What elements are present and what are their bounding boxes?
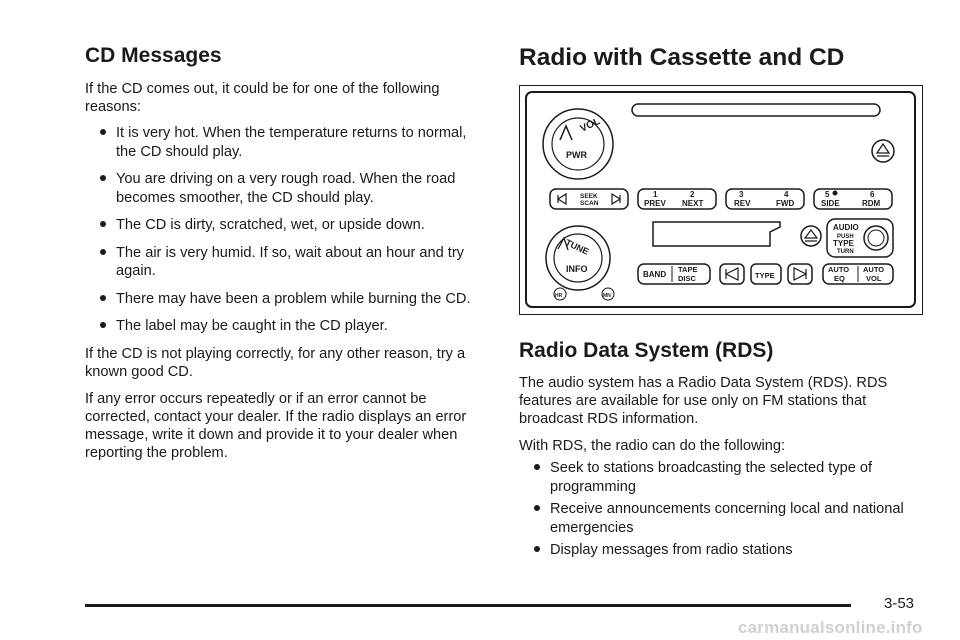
tune-knob-outer bbox=[546, 226, 610, 290]
vol-knob-outer bbox=[543, 109, 613, 179]
rdm-label: RDM bbox=[862, 199, 881, 208]
cd-slot bbox=[632, 104, 880, 116]
scan-label: SCAN bbox=[580, 200, 599, 207]
info-label: INFO bbox=[566, 264, 588, 274]
side-label: SIDE bbox=[821, 199, 840, 208]
preset-4-number: 4 bbox=[784, 190, 789, 199]
rds-features-list bbox=[519, 459, 924, 560]
auto-vol-top-label: AUTO bbox=[863, 265, 885, 274]
rds-section bbox=[519, 374, 924, 560]
type-back-button bbox=[720, 264, 744, 284]
vol-up-arrow bbox=[560, 126, 572, 140]
list-item: The label may be caught in the CD player. bbox=[85, 317, 485, 336]
auto-vol-label: VOL bbox=[866, 274, 882, 283]
seek-forward-icon bbox=[612, 194, 620, 204]
turn-label: TURN bbox=[837, 249, 854, 255]
preset-2-number: 2 bbox=[690, 190, 695, 199]
audio-type-label: TYPE bbox=[833, 239, 854, 248]
preset-6-number: 6 bbox=[870, 190, 875, 199]
type-label: TYPE bbox=[755, 271, 775, 280]
seek-label: SEEK bbox=[580, 193, 598, 200]
cd-para-known-good: If the CD is not playing correctly, for any other reason, try a known good CD. bbox=[85, 345, 466, 380]
tape-label: TAPE bbox=[678, 265, 698, 274]
cd-intro: If the CD comes out, it could be for one of the following reasons: bbox=[85, 81, 440, 115]
cassette-slot bbox=[653, 222, 780, 246]
type-forward-button bbox=[788, 264, 812, 284]
push-label: PUSH bbox=[837, 234, 854, 240]
tune-label: TUNE bbox=[563, 237, 591, 257]
cd-messages-heading: CD Messages bbox=[85, 44, 222, 67]
cd-messages-section bbox=[85, 80, 485, 462]
fwd-label: FWD bbox=[776, 199, 795, 208]
vol-label: VOL bbox=[578, 116, 602, 135]
pwr-label: PWR bbox=[566, 150, 587, 160]
preset-5-number: 5 bbox=[825, 190, 830, 199]
radio-cassette-cd-heading: Radio with Cassette and CD bbox=[519, 44, 845, 71]
list-item: The CD is dirty, scratched, wet, or upside down. bbox=[85, 216, 485, 235]
side-indicator-icon bbox=[833, 191, 838, 196]
watermark: carmanualsonline.info bbox=[738, 618, 923, 637]
footer-rule bbox=[85, 604, 851, 607]
hr-label: HR bbox=[555, 293, 563, 299]
cd-eject-icon bbox=[877, 144, 889, 156]
type-forward-icon bbox=[794, 268, 806, 280]
radio-faceplate-figure bbox=[519, 85, 923, 315]
band-label: BAND bbox=[643, 270, 667, 279]
list-item: There may have been a problem while burning the CD. bbox=[85, 290, 485, 309]
mn-label: MN bbox=[603, 293, 611, 299]
preset-3-number: 3 bbox=[739, 190, 744, 199]
rds-para-capabilities: With RDS, the radio can do the following: bbox=[519, 438, 786, 454]
cd-para-error: If any error occurs repeatedly or if an error cannot be corrected, contact your dealer. If the radio displays an error message, write it down and provide it to your dealer when reporting the problem. bbox=[85, 390, 467, 461]
cd-reasons-list bbox=[85, 124, 485, 336]
rev-label: REV bbox=[734, 199, 751, 208]
list-item: Receive announcements concerning local and national emergencies bbox=[519, 500, 924, 537]
seek-back-icon bbox=[558, 194, 566, 204]
rds-para-intro: The audio system has a Radio Data System (RDS). RDS features are available for use only on FM stations that broadcast RDS information. bbox=[519, 375, 888, 427]
rds-heading: Radio Data System (RDS) bbox=[519, 339, 774, 362]
audio-knob-inner bbox=[868, 230, 884, 246]
prev-label: PREV bbox=[644, 199, 666, 208]
eq-label: EQ bbox=[834, 274, 845, 283]
audio-label: AUDIO bbox=[833, 223, 859, 232]
preset-1-number: 1 bbox=[653, 190, 658, 199]
radio-faceplate-illustration bbox=[520, 86, 921, 313]
list-item: Seek to stations broadcasting the selected type of programming bbox=[519, 459, 924, 496]
list-item: It is very hot. When the temperature returns to normal, the CD should play. bbox=[85, 124, 485, 161]
disc-label: DISC bbox=[678, 274, 696, 283]
cassette-eject-icon bbox=[805, 230, 817, 241]
list-item: The air is very humid. If so, wait about an hour and try again. bbox=[85, 244, 485, 281]
type-back-icon bbox=[726, 268, 738, 280]
list-item: You are driving on a very rough road. When the road becomes smoother, the CD should play. bbox=[85, 170, 485, 207]
page-number: 3-53 bbox=[884, 595, 915, 612]
next-label: NEXT bbox=[682, 199, 704, 208]
auto-eq-top-label: AUTO bbox=[828, 265, 850, 274]
list-item: Display messages from radio stations bbox=[519, 541, 924, 560]
